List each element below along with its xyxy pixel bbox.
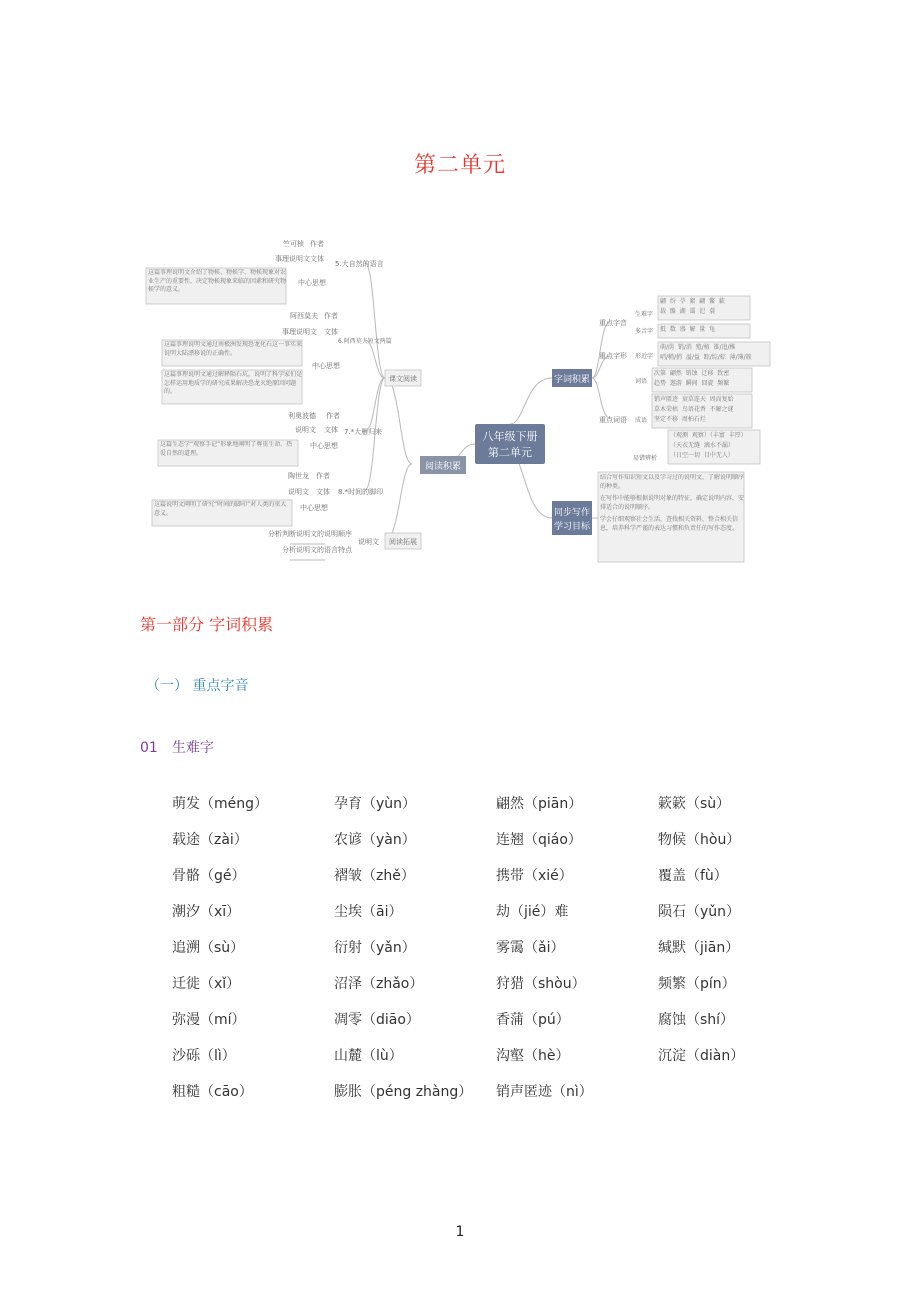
vocab-item: 连翘（qiáo） [496,832,582,848]
lesson-genre-tag: 文体 [324,328,338,336]
vocab-item: 销声匿迹（nì） [496,1084,593,1100]
vocab-item: 雾霭（ǎi） [496,940,565,956]
lesson-title: 5.大自然的语言 [335,260,384,268]
lesson-idea: 这篇事理说明文介绍了物候、物候学、物候现象对农业生产的重要性，决定物候现象来临的因素和研究物候学的意义。 [148,269,286,293]
vocab-item: 弥漫（mí） [172,1012,246,1028]
vocab-item: 粗糙（cāo） [172,1084,253,1100]
lesson-genre: 说明文 [295,426,316,434]
mind-map-center-line2: 第二单元 [488,446,532,459]
page-number: 1 [455,1224,465,1240]
zici-words-label: 重点词语 [599,416,627,424]
page-title: 第二单元 [413,153,506,178]
zici-shape-chars-1: 萌/荫 销/消 殖/植 锥/追/椎 哨/稍/捎 溢/益 踪/综/棕 薄/簿/簇 [660,344,752,361]
vocab-item: 香蒲（pú） [496,1012,570,1028]
vocab-item: 腐蚀（shí） [658,1012,735,1028]
zici-words-chars-2: 销声匿迹 衰草连天 周而复始 草木荣枯 鸟语花香 不解之谜 坚定不移 周柏石烂 [654,396,734,423]
lesson-genre: 事理说明文 [275,255,310,263]
lesson-idea: 这篇生态学“观察手记”形象地阐明了尊重生命、热爱自然的道理。 [160,441,293,457]
ext-item-2: 分析说明文的语言特点 [282,546,352,554]
vocab-item: 孕育（yùn） [334,796,417,812]
vocab-item: 沉淀（diàn） [658,1048,745,1064]
vocab-item: 山麓（lù） [334,1048,403,1064]
mind-map [140,228,780,568]
mind-map-lesson-6 [162,311,392,405]
lesson-idea-tag: 中心思想 [310,442,338,450]
numbered-heading-label: 生难字 [171,740,214,756]
mind-map-sub-text-reading-label: 课文阅读 [389,375,417,383]
lesson-idea-tag: 中心思想 [312,362,340,370]
vocab-item: 褶皱（zhě） [334,868,415,884]
mind-map-branch-vocab-label: 字词积累 [553,375,591,385]
vocab-item: 沙砾（lì） [172,1048,236,1064]
lesson-idea-tag: 中心思想 [298,279,326,287]
zici-words-tag-1: 词语 [635,378,648,385]
lesson-author: 利奥波德 [288,412,316,420]
vocab-item: 陨石（yǔn） [658,904,741,920]
vocab-item: 农谚（yàn） [334,832,416,848]
zici-sound-chars-1: 翩 纷 孕 絮 翩 鳖 簌 载 骼 湖 霭 汜 蓑 [660,298,725,315]
vocab-item: 凋零（diāo） [334,1012,420,1028]
numbered-heading-number: 01 [140,740,158,756]
lesson-title: 7.*大雁归来 [344,428,383,436]
zici-words-chars-1: 次第 翩然 销蚀 迁移 致密 趋势 遨游 瞬间 回旋 频繁 [654,370,730,387]
vocab-item: 膨胀（péng zhàng） [334,1084,473,1100]
mind-map-zici-details [599,296,770,465]
zici-sound-chars-2: 抵 数 盛 解 量 龟 [660,326,716,333]
lesson-author-tag: 作者 [324,312,338,320]
lesson-genre-tag: 文体 [316,488,330,496]
lesson-author: 竺可桢 [283,240,304,248]
vocab-item: 衍射（yǎn） [334,940,416,956]
vocab-grid [172,793,812,1103]
mind-map-lesson-8 [152,471,383,527]
lesson-genre-tag: 文体 [324,426,338,434]
zici-sound-tag-2: 多音字 [635,328,654,335]
writing-goal-3: 学会仔细观察社会生活，查找相关资料，整合相关信息，培养科学严谨的表达习惯和负责任的写作态度。 [600,516,739,532]
ext-label: 说明文 [358,538,379,546]
vocab-item: 沟壑（hè） [496,1048,570,1064]
vocab-item: 携带（xié） [496,868,573,884]
section-heading: 第一部分 字词积累 [140,615,274,634]
vocab-item: 劫（jié）难 [496,904,569,920]
mind-map-branch-writing-label-2: 学习目标 [553,522,591,532]
zici-sound-label: 重点字音 [599,319,627,327]
lesson-genre: 说明文 [288,488,309,496]
vocab-item: 缄默（jiān） [658,940,740,956]
vocab-item: 尘埃（āi） [334,904,403,920]
lesson-author: 阿西莫夫 [290,312,318,320]
vocab-item: 覆盖（fù） [658,868,728,884]
mind-map-writing-goals [598,472,744,562]
lesson-author-tag: 作者 [316,472,330,480]
vocab-item: 簌簌（sù） [658,796,731,812]
vocab-item: 载途（zài） [172,832,248,848]
lesson-title: 6.阿西莫夫短文两篇 [338,338,392,345]
lesson-idea: 这篇事理说明文通过南极洲发现恐龙化石这一事实来说明大陆漂移说的正确性。 [164,341,302,357]
ext-item-1: 分析判断说明文的说明顺序 [268,530,352,538]
zici-words-chars-3: （观测 观察）（丰富 丰厚） （天衣无缝 滴水不漏） （日空一切 目中无人） [670,432,747,459]
vocab-item: 迁徙（xǐ） [172,976,241,992]
numbered-heading [140,737,228,757]
lesson-author-tag: 作者 [310,240,324,248]
zici-words-tag-3: 易错辨析 [633,455,658,462]
vocab-item: 萌发（méng） [172,796,269,812]
zici-shape-label: 重点字形 [599,352,627,360]
lesson-idea-tag: 中心思想 [300,504,328,512]
writing-goal-2: 在写作中能够根据说明对象的特征，确定说明内容，安排适合的说明顺序。 [600,495,744,511]
mind-map-center-line1: 八年级下册 [482,430,538,443]
subsection-heading: （一） 重点字音 [146,678,249,694]
mind-map-branch-reading-label: 阅读积累 [424,462,462,472]
zici-shape-tag-1: 形近字 [635,353,654,360]
vocab-item: 翩然（piān） [496,796,583,812]
vocab-item: 追溯（sù） [172,940,245,956]
vocab-item: 骨骼（gé） [172,868,246,884]
mind-map-lesson-5 [146,239,384,305]
lesson-idea: 这篇说明文阐明了研究“时间的脚印”对人类的重大意义。 [154,501,287,517]
lesson-idea-2: 这篇事理说明文通过解释陨石坑，说明了科学家们是怎样运用地质学的研究成果解决恐龙灭绝原因问题的。 [164,371,302,395]
vocab-item: 潮汐（xī） [172,904,241,920]
lesson-genre: 事理说明文 [282,328,317,336]
lesson-author-tag: 作者 [326,412,340,420]
vocab-item: 物候（hòu） [658,832,741,848]
lesson-author: 陶世龙 [288,472,309,480]
mind-map-lesson-7 [158,411,382,467]
zici-words-tag-2: 成语 [635,417,648,424]
lesson-genre-tag: 文体 [310,255,324,263]
vocab-item: 频繁（pín） [658,976,736,992]
writing-goal-1: 结合写作知识短文以及学习过的说明文，了解说明顺序的种类。 [600,474,744,490]
vocab-item: 沼泽（zhǎo） [334,976,424,992]
zici-sound-tag-1: 生难字 [635,311,654,318]
lesson-title: 8.*时间的脚印 [338,488,384,496]
mind-map-sub-extension-label: 阅读拓展 [389,538,417,546]
vocab-item: 狩猎（shòu） [496,976,586,992]
mind-map-branch-writing-label-1: 同步写作 [553,508,591,518]
